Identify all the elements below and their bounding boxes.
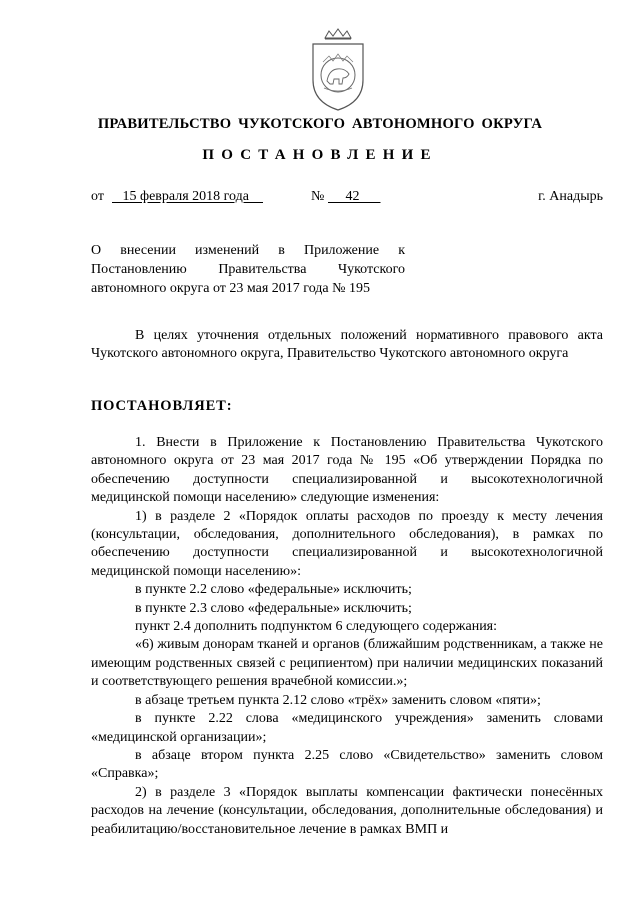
paragraph-10: 2) в разделе 3 «Порядок выплаты компенсации фактически понесённых расходов на лечение (консультации, обследования, дополнительные обследования) и реабилитацию/восстановительное лечение в рамках ВМП и xyxy=(91,784,603,837)
paragraph-6: «6) живым донорам тканей и органов (ближайшим родственникам, а также не имеющим родственных связей с реципиентом) при наличии медицинских показаний и соответствующего решения врачебной комиссии.»; xyxy=(91,637,603,690)
document-subject: О внесении изменений в Приложение к Постановлению Правительства Чукотского автономного округа от 23 мая 2017 года № 195 xyxy=(91,243,405,296)
date-prefix: от xyxy=(91,189,104,204)
resolution-items xyxy=(91,434,603,839)
document-number: 42 xyxy=(345,189,360,204)
preamble-text: В целях уточнения отдельных положений нормативного правового акта Чукотского автономного округа, Правительство Чукотского автономного округа xyxy=(91,328,603,362)
paragraph-5: пункт 2.4 дополнить подпунктом 6 следующего содержания: xyxy=(135,619,498,635)
resolves-heading: ПОСТАНОВЛЯЕТ: xyxy=(91,398,233,414)
city-name: г. Анадырь xyxy=(538,189,603,204)
paragraph-3: в пункте 2.2 слово «федеральные» исключить; xyxy=(135,582,412,598)
paragraph-8: в пункте 2.22 слова «медицинского учреждения» заменить словами «медицинской организации»; xyxy=(91,711,603,745)
government-title: ПРАВИТЕЛЬСТВО ЧУКОТСКОГО АВТОНОМНОГО ОКРУГА xyxy=(97,116,543,132)
document-type-title: ПОСТАНОВЛЕНИЕ xyxy=(202,147,438,163)
paragraph-2: 1) в разделе 2 «Порядок оплаты расходов по проезду к месту лечения (консультации, обследования, дополнительного обследования), в рамках по обеспечению доступности специализированной и высокотехнологичной медицинской помощи населению»: xyxy=(91,508,603,579)
paragraph-1: 1. Внести в Приложение к Постановлению Правительства Чукотского автономного округа от 23 мая 2017 года № 195 «Об утверждении Порядка по обеспечению доступности специализированной и высокотехнологичной медицинской помощи населению» следующие изменения: xyxy=(91,435,603,506)
preamble xyxy=(91,327,603,364)
chukotka-coat-of-arms-icon xyxy=(299,28,377,112)
number-label: № xyxy=(311,189,325,204)
paragraph-7: в абзаце третьем пункта 2.12 слово «трёх» заменить словом «пяти»; xyxy=(135,692,541,708)
document-date: 15 февраля 2018 года xyxy=(122,189,249,204)
paragraph-9: в абзаце втором пункта 2.25 слово «Свидетельство» заменить словом «Справка»; xyxy=(91,747,603,782)
paragraph-4: в пункте 2.3 слово «федеральные» исключить; xyxy=(135,600,412,616)
